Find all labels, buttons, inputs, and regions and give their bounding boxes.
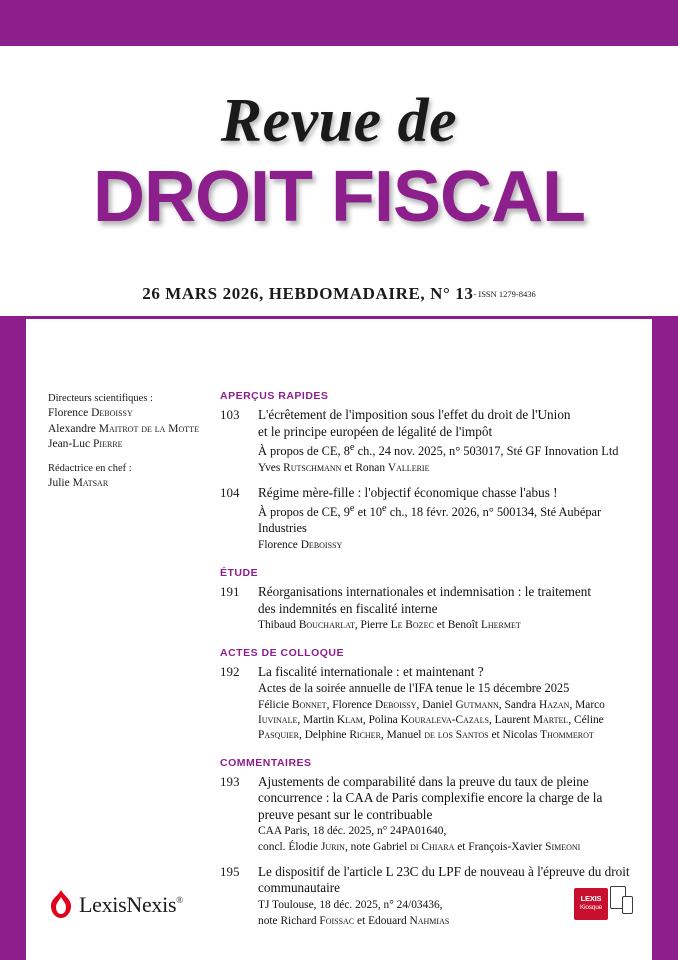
journal-title-line1: Revue de [220,87,458,155]
toc-entry[interactable] [220,485,640,553]
editor-in-chief-name: Julie Matsar [48,476,109,489]
entry-subtitle: À propos de CE, 8e ch., 24 nov. 2025, n° 503017, Sté GF Innovation Ltd [258,442,619,459]
phone-icon [622,896,633,914]
toc-entry[interactable] [220,664,640,743]
entry-title-cont: communautaire [258,880,341,896]
lexisnexis-name: LexisNexis [79,892,177,917]
top-purple-band [0,0,678,46]
registered-mark: ® [176,895,183,905]
purple-divider-rule [26,316,652,319]
toc-entry[interactable] [220,407,640,476]
editorial-board [48,392,213,500]
journal-title-line2: DROIT FISCAL [93,157,585,237]
flame-icon [48,890,74,918]
entry-authors: Félicie Bonnet, Florence Deboissy, Daniel Gutmann, Sandra Hazan, Marco Iuvinale, Martin Klam, Polina Kouraleva-Cazals, Laurent Martel, Céline Pasquier, Delphine Richer, Manuel de los Santos et Nicolas Thommerot [258,699,605,741]
entry-title: Ajustements de comparabilité dans la preuve du taux de pleine [258,773,589,789]
issue-date-number: 26 MARS 2026, HEBDOMADAIRE, N° 13 [142,284,474,303]
editor-in-chief-block [48,462,213,492]
entry-title: Régime mère-fille : l'objectif économique chasse l'abus ! [258,484,558,500]
entry-authors: concl. Élodie Jurin, note Gabriel di Chiara et François-Xavier Simeoni [258,841,581,854]
entry-title-cont: et le principe européen de légalité de l'impôt [258,423,493,439]
entry-authors: note Richard Foissac et Edouard Nahmias [258,914,450,927]
entry-page-number: 103 [220,407,240,422]
toc-entry[interactable] [220,774,640,855]
entry-title: Réorganisations internationales et indemnisation : le traitement [258,584,592,600]
kiosque-line1: LEXIS [580,894,602,903]
lexisnexis-wordmark [79,892,183,918]
entry-page-number: 193 [220,773,240,789]
entry-authors: Thibaud Boucharlat, Pierre Le Bozec et Benoît Lhermet [258,619,521,632]
table-of-contents [220,390,640,938]
issue-line [0,284,678,304]
director-2: Alexandre Maitrot de la Motte [48,422,199,435]
lexisnexis-logo [48,886,228,922]
entry-authors: Yves Rutschmann et Ronan Vallerie [258,462,430,474]
toc-entry[interactable] [220,584,640,633]
editor-in-chief-label: Rédactrice en chef : [48,462,132,474]
director-3: Jean-Luc Pierre [48,438,123,451]
entry-title-cont: concurrence : la CAA de Paris complexifie encore la charge de la preuve pesant sur le contribuable [258,790,603,822]
scientific-directors-label: Directeurs scientifiques : [48,393,153,404]
entry-reference: CAA Paris, 18 déc. 2025, n° 24PA01640, [258,825,447,838]
lexis-kiosque-badge [574,884,636,924]
issn-text: - ISSN 1279-8436 [473,289,536,299]
scientific-directors-block [48,392,213,453]
entry-subtitle: Actes de la soirée annuelle de l'IFA tenue le 15 décembre 2025 [258,681,570,696]
entry-title: La fiscalité internationale : et maintenant ? [258,663,484,679]
entry-authors: Florence Deboissy [258,539,343,552]
masthead [0,46,678,316]
top-band-inner [26,0,652,46]
section-heading-actes-de-colloque: ACTES DE COLLOQUE [220,646,345,659]
entry-page-number: 104 [220,484,240,500]
entry-title-cont: des indemnités en fiscalité interne [258,600,438,616]
entry-page-number: 191 [220,584,240,600]
entry-page-number: 195 [220,863,240,879]
kiosque-red-box [574,888,608,920]
entry-page-number: 192 [220,663,240,679]
section-heading-etude: ÉTUDE [220,567,259,580]
kiosque-line2: Kiosque [579,904,603,911]
director-1: Florence Deboissy [48,407,133,420]
entry-title: Le dispositif de l'article L 23C du LPF de nouveau à l'épreuve du droit [258,863,630,879]
section-heading-apercus-rapides: APERÇUS RAPIDES [220,390,329,402]
entry-title: L'écrêtement de l'imposition sous l'effet du droit de l'Union [258,407,571,422]
section-heading-commentaires: COMMENTAIRES [220,756,312,769]
entry-reference: TJ Toulouse, 18 déc. 2025, n° 24/03436, [258,898,443,911]
entry-subtitle: À propos de CE, 9e et 10e ch., 18 févr. 2026, n° 500134, Sté Aubépar Industries [258,503,602,536]
